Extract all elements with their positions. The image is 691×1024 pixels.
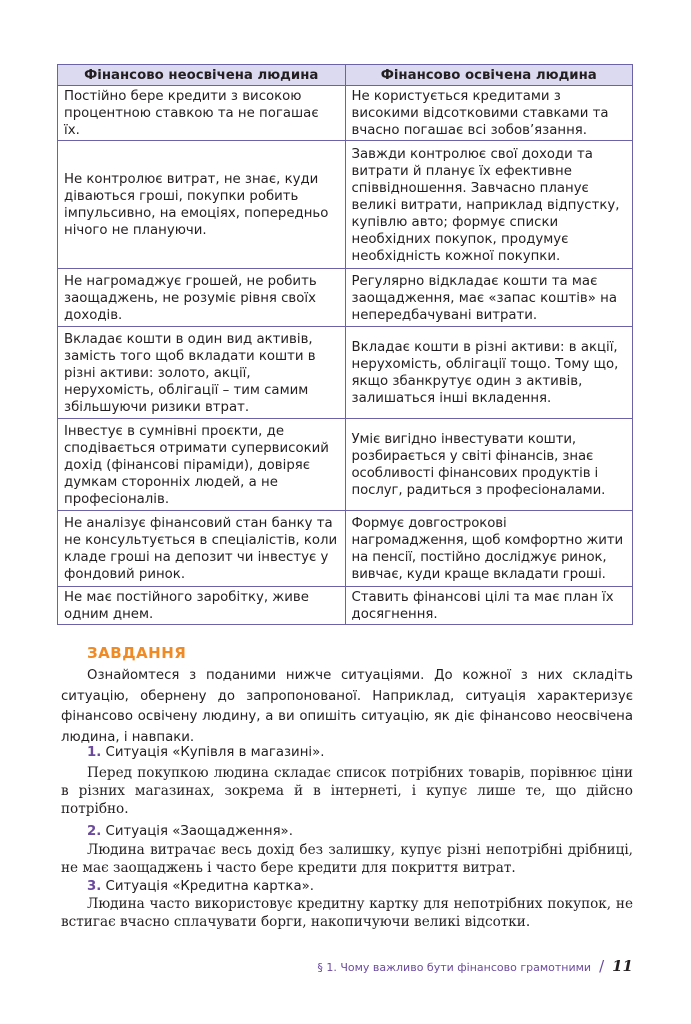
table-row [58, 327, 633, 419]
cell-learned: Уміє вигідно інвестувати кошти, розбирається у світі фінансів, знає особливості фінансових продуктів і послуг, радиться з професіоналами. [345, 419, 633, 511]
header-unlearned: Фінансово неосвічена людина [58, 65, 346, 86]
situation-text: Перед покупкою людина складає список потрібних товарів, порівнює ціни в різних магазинах, зокрема й в інтернеті, і купує лише те, що дійсно потрібно. [61, 765, 633, 817]
page-number: 11 [612, 957, 633, 975]
table-row [58, 141, 633, 269]
table-row [58, 587, 633, 625]
situation-title-text: Ситуація «Кредитна картка». [105, 879, 314, 894]
cell-unlearned: Не має постійного заробітку, живе одним днем. [58, 587, 346, 625]
cell-learned: Регулярно відкладає кошти та має заощадження, має «запас коштів» на непередбачувані витрати. [345, 269, 633, 327]
cell-learned: Формує довгострокові нагромадження, щоб комфортно жити на пенсії, постійно досліджує ринок, вивчає, куди краще вкладати гроші. [345, 511, 633, 587]
cell-unlearned: Не контролює витрат, не знає, куди діваються гроші, покупки робить імпульсивно, на емоціях, попередньо нічого не плануючи. [58, 141, 346, 269]
table-row [58, 419, 633, 511]
table-row [58, 511, 633, 587]
cell-learned: Вкладає кошти в різні активи: в акції, нерухомість, облігації тощо. Тому що, якщо збанкрутує один з активів, залишаться інші вкладення. [345, 327, 633, 419]
page-footer [317, 957, 633, 975]
table-header-row [58, 65, 633, 86]
situation-title [87, 743, 324, 763]
situation-number: 2. [87, 824, 102, 839]
cell-unlearned: Вкладає кошти в один вид активів, замість того щоб вкладати кошти в різні активи: золото, акції, нерухомість, облігації – тим самим збільшуючи ризики втрат. [58, 327, 346, 419]
task-intro: Ознайомтеся з поданими нижче ситуаціями. До кожної з них складіть ситуацію, обернену до запропонованої. Наприклад, ситуація характеризує фінансово освічену людину, а ви опишіть ситуацію, як діє фінансово неосвічена людина, і навпаки. [61, 668, 633, 745]
situation-number: 3. [87, 879, 102, 894]
cell-learned: Ставить фінансові цілі та має план їх досягнення. [345, 587, 633, 625]
cell-unlearned: Постійно бере кредити з високою процентною ставкою та не погашає їх. [58, 86, 346, 141]
situation-title [87, 877, 314, 897]
task-heading: ЗАВДАННЯ [87, 644, 187, 662]
comparison-table [57, 64, 633, 625]
table-row [58, 86, 633, 141]
cell-learned: Не користується кредитами з високими відсотковими ставками та вчасно погашає всі зобов’язання. [345, 86, 633, 141]
situation-text: Людина часто використовує кредитну картку для непотрібних покупок, не встигає вчасно сплачувати борги, накопичуючи великі відсотки. [61, 896, 633, 930]
situation-number: 1. [87, 745, 102, 760]
cell-unlearned: Не нагромаджує грошей, не робить заощаджень, не розуміє рівня своїх доходів. [58, 269, 346, 327]
header-learned: Фінансово освічена людина [345, 65, 633, 86]
footer-section-title: § 1. Чому важливо бути фінансово грамотними [317, 961, 592, 974]
table-row [58, 269, 633, 327]
cell-unlearned: Інвестує в сумнівні проєкти, де сподівається отримати супервисокий дохід (фінансові піраміди), довіряє думкам сторонніх людей, а не професіоналів. [58, 419, 346, 511]
situation-text: Людина витрачає весь дохід без залишку, купує різні непотрібні дрібниці, не має заощаджень і часто бере кредити для покриття витрат. [61, 842, 633, 876]
footer-separator: / [599, 957, 605, 975]
situation-title [87, 822, 293, 842]
cell-unlearned: Не аналізує фінансовий стан банку та не консультується в спеціалістів, коли кладе гроші на депозит чи інвестує у фондовий ринок. [58, 511, 346, 587]
situation-title-text: Ситуація «Купівля в магазині». [105, 745, 325, 760]
cell-learned: Завжди контролює свої доходи та витрати й планує їх ефективне співвідношення. Завчасно планує великі витрати, наприклад відпустку, купівлю авто; формує списки необхідних покупок, продумує необхідність кожної покупки. [345, 141, 633, 269]
situation-title-text: Ситуація «Заощадження». [105, 824, 293, 839]
